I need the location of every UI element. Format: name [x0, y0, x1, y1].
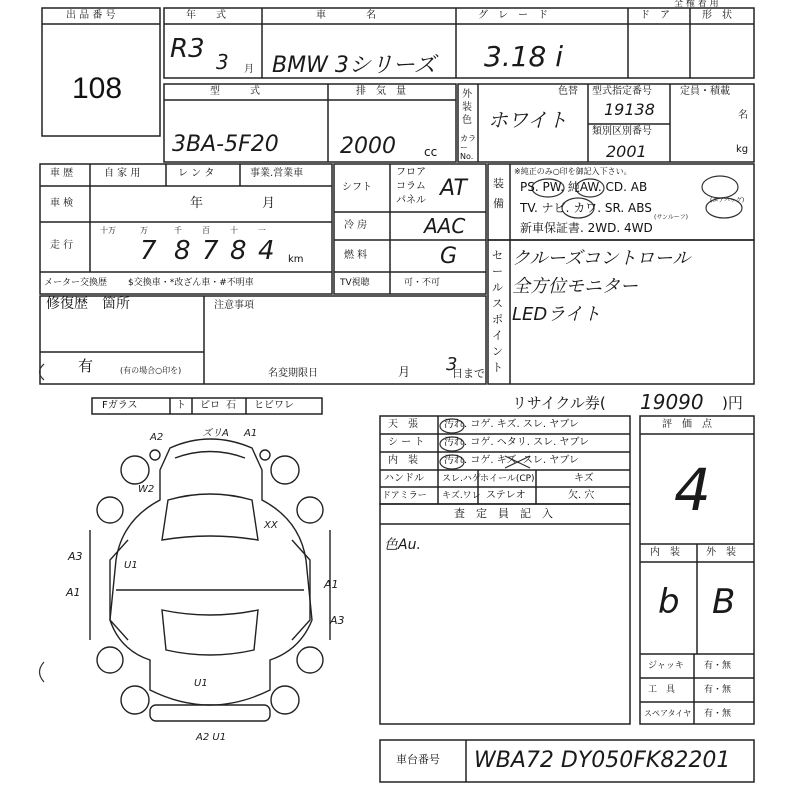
- damage-mark: A1: [324, 578, 339, 591]
- equipment-row-2-sub: (サンルーフ): [654, 214, 688, 221]
- equipment-row-2: TV. ナビ. カワ. SR. ABS: [520, 201, 652, 215]
- mileage-label: 走 行: [50, 240, 74, 251]
- sales-point-2: 全方位モニター: [512, 276, 638, 297]
- digit-label-10k: 万: [140, 226, 148, 235]
- equipment-row-1: PS. PW. 純AW. CD. AB: [520, 180, 648, 194]
- inspector-label: 査 定 員 記 入: [454, 507, 553, 520]
- capacity-unit-1: 名: [738, 110, 748, 121]
- chassis-label: 車台番号: [396, 753, 440, 766]
- shift-option-column: コラム: [396, 181, 426, 192]
- vehicle-era: R3: [170, 34, 205, 64]
- inspection-month: 月: [262, 196, 276, 211]
- mirror-label: ドアミラー: [382, 491, 427, 501]
- handle-options: スレ.ハゲ: [442, 474, 481, 484]
- shift-option-panel: パネル: [396, 195, 426, 206]
- damage-mark: A3: [330, 614, 345, 627]
- deadline-day: 日まで: [452, 367, 485, 380]
- history-option-business: 事業.営業車: [250, 168, 304, 179]
- damage-mark: U1: [194, 678, 208, 689]
- exterior-color-label: 外装色: [462, 89, 472, 126]
- equipment-note: ※純正のみ○印を御記入下さい。: [514, 167, 632, 176]
- type-cert-value: 19138: [604, 100, 655, 119]
- deadline-month: 月: [398, 365, 411, 379]
- lot-label: 出 品 番 号: [66, 10, 116, 21]
- notes-label: 注意事項: [214, 300, 254, 311]
- wheel-label: ホイール(CP): [480, 474, 535, 484]
- fuel-value: G: [440, 244, 458, 269]
- shift-value: AT: [440, 176, 467, 201]
- aircon-label: 冷 房: [344, 220, 368, 231]
- digit-label-1k: 千: [174, 226, 182, 235]
- maker-label: 車 名: [316, 10, 376, 21]
- repair-label: 修復歴 箇所: [46, 296, 130, 312]
- repair-has-note: (有の場合○印を): [120, 366, 182, 375]
- deadline-written: 3: [446, 354, 458, 375]
- damage-mark: A2 U1: [196, 732, 227, 743]
- mileage-digit-1: 7: [140, 236, 157, 266]
- year-month-unit: 月: [244, 64, 254, 75]
- glass-front: Fガラス: [102, 400, 138, 411]
- fuel-label: 燃 料: [344, 250, 368, 261]
- displacement-value: 2000: [340, 134, 396, 159]
- wheel-options: キズ: [574, 473, 594, 484]
- recycle-unit: )円: [722, 394, 743, 412]
- lot-number: 108: [72, 72, 123, 105]
- sales-point-3: LEDライト: [512, 304, 601, 325]
- capacity-unit-2: kg: [736, 144, 749, 155]
- model-value: 3BA-5F20: [172, 132, 279, 157]
- history-option-rental: レ ン タ: [178, 168, 215, 179]
- stereo-label: ステレオ: [486, 490, 526, 501]
- mileage-digit-4: 8: [230, 236, 247, 266]
- ceiling-options: 汚れ. コゲ. キズ. スレ. ヤブレ: [444, 419, 579, 430]
- tool-value: 有・無: [704, 685, 732, 695]
- type-cert-label: 型式指定番号: [592, 86, 652, 97]
- digit-label-10: 十: [230, 226, 238, 235]
- damage-mark: ズリA: [202, 428, 229, 439]
- year-label: 年 式: [186, 10, 226, 21]
- aircon-value: AAC: [424, 214, 466, 238]
- meter-label: メーター交換歴: [44, 278, 108, 288]
- mileage-unit: km: [288, 254, 304, 265]
- shape-label: 形 状: [702, 10, 732, 21]
- mileage-digit-3: 7: [202, 236, 219, 266]
- mileage-digit-5: 4: [258, 236, 275, 266]
- interior-options: 汚れ. コゲ. キズ. スレ. ヤブレ: [444, 455, 579, 466]
- color-no-label: カラーNo.: [460, 134, 476, 161]
- stereo-options: 欠. 穴: [568, 490, 595, 501]
- overall-score: 4: [674, 456, 711, 524]
- recycle-value: 19090: [640, 390, 704, 414]
- glass-top: ト: [176, 400, 186, 411]
- inspection-label: 車 検: [50, 198, 74, 209]
- sales-point-label: セールスポイント: [492, 249, 503, 374]
- class-label: 類別区別番号: [592, 126, 652, 137]
- displacement-label: 排 気 量: [356, 86, 406, 97]
- door-label: ド ア: [640, 10, 670, 21]
- interior-label: 内 装: [388, 455, 418, 466]
- tv-options: 可・不可: [404, 278, 441, 288]
- damage-mark: W2: [138, 484, 155, 495]
- mirror-options: キズ.ワレ: [442, 491, 481, 501]
- shift-label: シフト: [342, 182, 372, 193]
- inspector-note: 色Au.: [384, 537, 421, 553]
- handle-label: ハンドル: [384, 473, 424, 484]
- exterior-score: B: [712, 582, 736, 622]
- glass-crack: ヒビワレ: [254, 400, 294, 411]
- equipment-label: 装備: [493, 177, 504, 210]
- damage-mark: A3: [68, 550, 83, 563]
- spare-tire-value: 有・無: [704, 709, 732, 719]
- damage-mark: A1: [244, 428, 258, 439]
- car-diagram: [90, 439, 330, 721]
- jack-value: 有・無: [704, 661, 732, 671]
- digit-label-100: 百: [202, 226, 210, 235]
- mileage-digit-2: 8: [174, 236, 191, 266]
- history-label: 車 歴: [50, 168, 74, 179]
- chassis-value: WBA72 DY050FK82201: [474, 748, 731, 773]
- damage-mark: XX: [264, 520, 278, 531]
- model-label: 型 式: [210, 86, 260, 97]
- damage-mark: U1: [124, 560, 138, 571]
- damage-mark: A2: [150, 432, 164, 443]
- vehicle-year: 3: [216, 50, 229, 74]
- equipment-row-3: 新車保証書. 2WD. 4WD: [520, 221, 653, 235]
- top-right-note: 全 権 着 用: [674, 0, 719, 9]
- color-value: ホワイト: [488, 108, 568, 132]
- interior-score: b: [658, 582, 680, 622]
- damage-mark: A1: [66, 586, 81, 599]
- jack-label: ジャッキ: [648, 661, 684, 671]
- tool-label: 工 具: [648, 685, 676, 695]
- displacement-unit: cc: [424, 145, 438, 159]
- shift-option-floor: フロア: [396, 167, 426, 178]
- deadline-label: 名変期限日: [268, 368, 318, 379]
- recycle-label: リサイクル券(: [512, 394, 606, 412]
- history-option-private: 自 家 用: [104, 168, 141, 179]
- repair-has: 有: [78, 357, 94, 375]
- seat-options: 汚れ. コゲ. ヘタリ. スレ. ヤブレ: [444, 437, 590, 448]
- interior-score-label: 内 装: [650, 547, 680, 558]
- color-swap-label: 色替: [558, 86, 578, 97]
- inspection-year: 年: [190, 196, 204, 211]
- score-label: 評 価 点: [662, 419, 712, 430]
- digit-label-1: 一: [258, 226, 266, 235]
- vehicle-name: BMW 3シリーズ: [272, 53, 436, 78]
- digit-label-100k: 十万: [100, 226, 116, 235]
- vehicle-grade: 3.18 i: [484, 40, 564, 73]
- equipment-row-1-sub: (エアバッグ): [710, 197, 745, 204]
- sales-point-1: クルーズコントロール: [512, 248, 691, 269]
- meter-options: $交換車・*改ざん車・#不明車: [128, 278, 254, 288]
- tv-label: TV視聴: [340, 278, 370, 288]
- capacity-label: 定員・積載: [680, 86, 730, 97]
- class-value: 2001: [606, 142, 647, 161]
- ceiling-label: 天 張: [388, 419, 418, 430]
- glass-stone: 石: [226, 400, 236, 411]
- exterior-score-label: 外 装: [706, 547, 736, 558]
- seat-label: シ ー ト: [388, 437, 425, 448]
- grade-label: グ レ ー ド: [478, 10, 548, 21]
- glass-pillar: ピロ: [200, 400, 220, 411]
- spare-tire-label: スペアタイヤ: [644, 709, 692, 718]
